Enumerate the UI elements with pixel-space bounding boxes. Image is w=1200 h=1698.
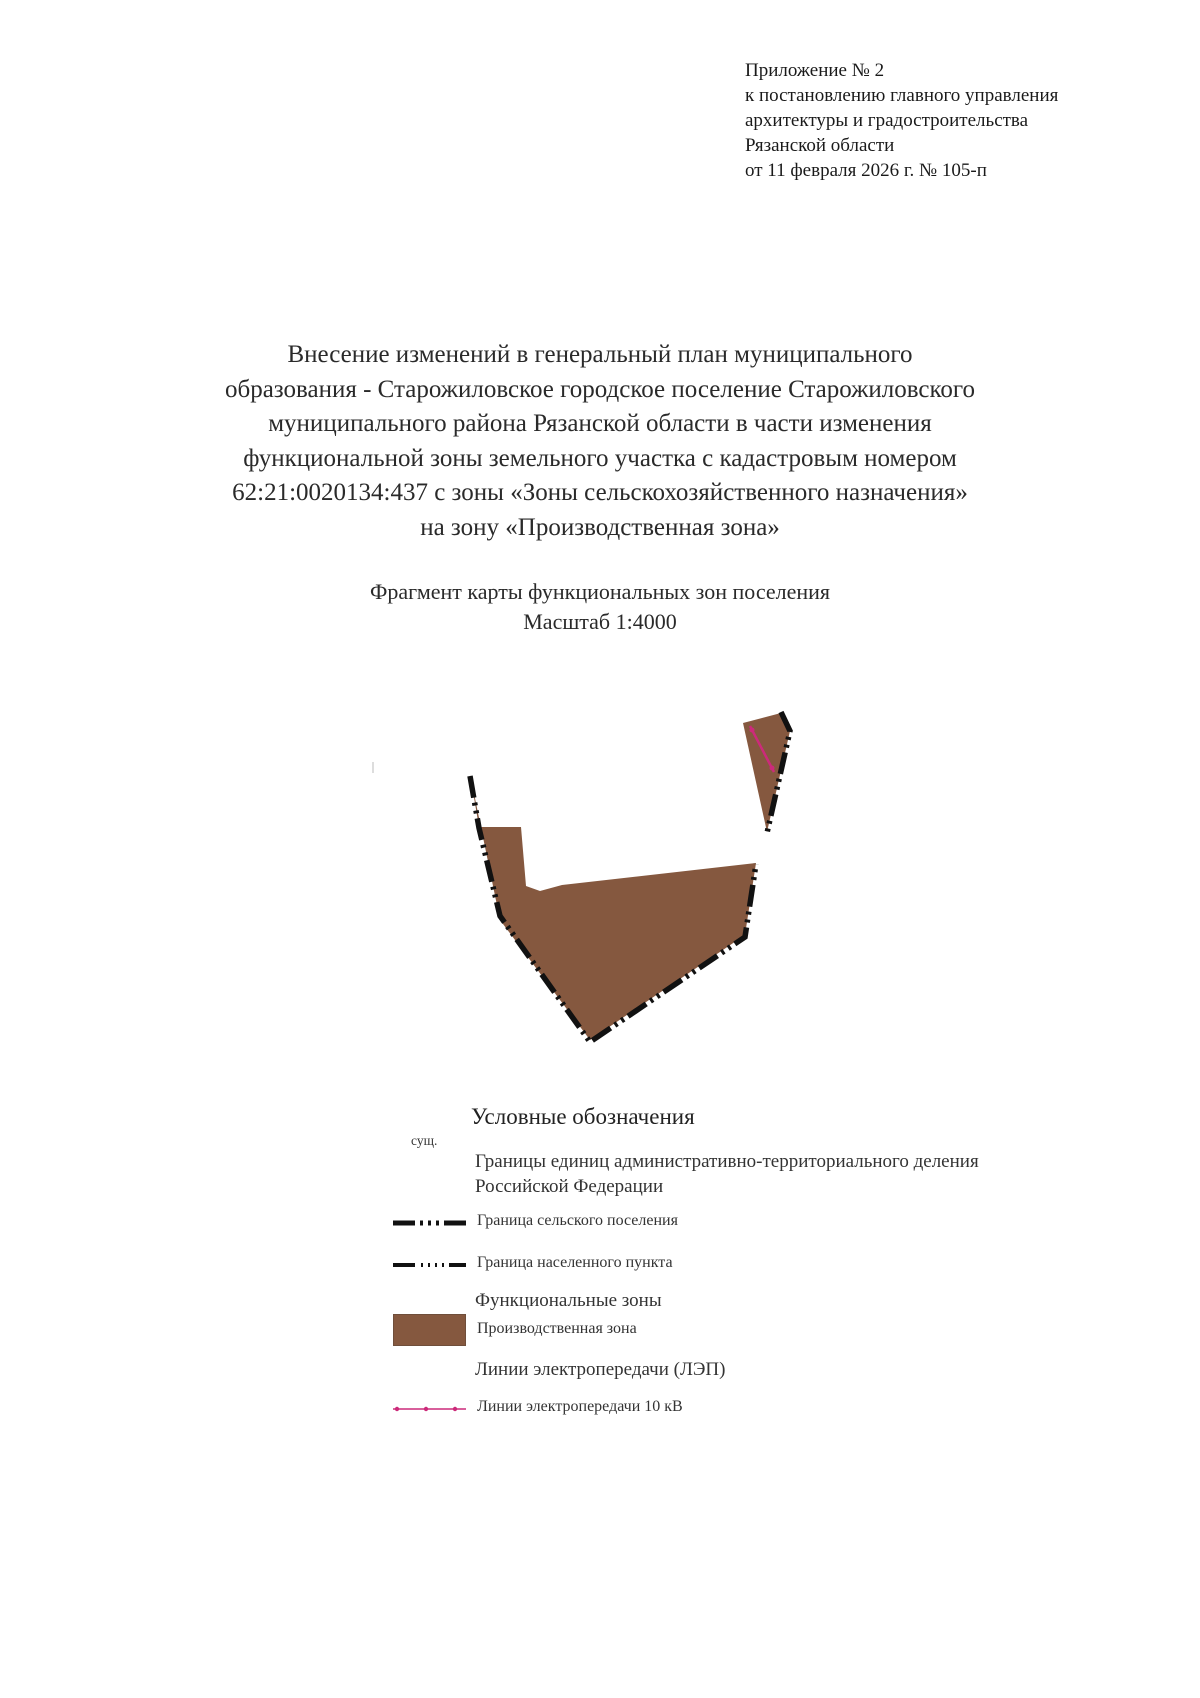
title-line: на зону «Производственная зона»: [420, 513, 780, 541]
legend-power-line-node: [395, 1407, 399, 1411]
appendix-line: Рязанской области: [745, 135, 895, 156]
legend-locality-boundary-label: Граница населенного пункта: [477, 1254, 673, 1271]
legend-production-zone-swatch: [393, 1314, 466, 1346]
title-line: муниципального района Рязанской области в части изменения: [268, 410, 932, 437]
map-scale: Масштаб 1:4000: [523, 609, 677, 634]
map-fragment-caption: Фрагмент карты функциональных зон поселения: [369, 579, 831, 604]
appendix-line: к постановлению главного управления: [745, 85, 1059, 106]
legend-note: сущ.: [411, 1133, 438, 1148]
title-line: 62:21:0020134:437 с зоны «Зоны сельскохозяйственного назначения»: [232, 479, 968, 506]
production-zone-main: [470, 774, 756, 1040]
legend-rural-boundary-label: Граница сельского поселения: [477, 1212, 678, 1229]
legend-power-lines-group: Линии электропередачи (ЛЭП): [475, 1359, 726, 1380]
legend-power-line-label: Линии электропередачи 10 кВ: [477, 1398, 683, 1415]
legend-admin-group: Границы единиц административно-территориального деления Российской Федерации: [475, 1151, 979, 1197]
legend-power-line-node: [453, 1407, 457, 1411]
legend-power-line-node: [424, 1407, 428, 1411]
title-line: Внесение изменений в генеральный план муниципального: [287, 341, 913, 368]
power-line-node: [770, 766, 775, 771]
title-line: функциональной зоны земельного участка с кадастровым номером: [243, 444, 957, 472]
appendix-line: от 11 февраля 2026 г. № 105-п: [745, 160, 987, 181]
appendix-line: архитектуры и градостроительства: [745, 110, 1029, 131]
appendix-line: Приложение № 2: [745, 60, 885, 81]
legend-zones-group: Функциональные зоны: [475, 1290, 662, 1311]
legend-title: Условные обозначения: [471, 1104, 695, 1129]
title-line: образования - Старожиловское городское поселение Старожиловского: [224, 375, 976, 403]
legend-production-zone-label: Производственная зона: [477, 1320, 637, 1337]
power-line-node: [750, 728, 755, 733]
